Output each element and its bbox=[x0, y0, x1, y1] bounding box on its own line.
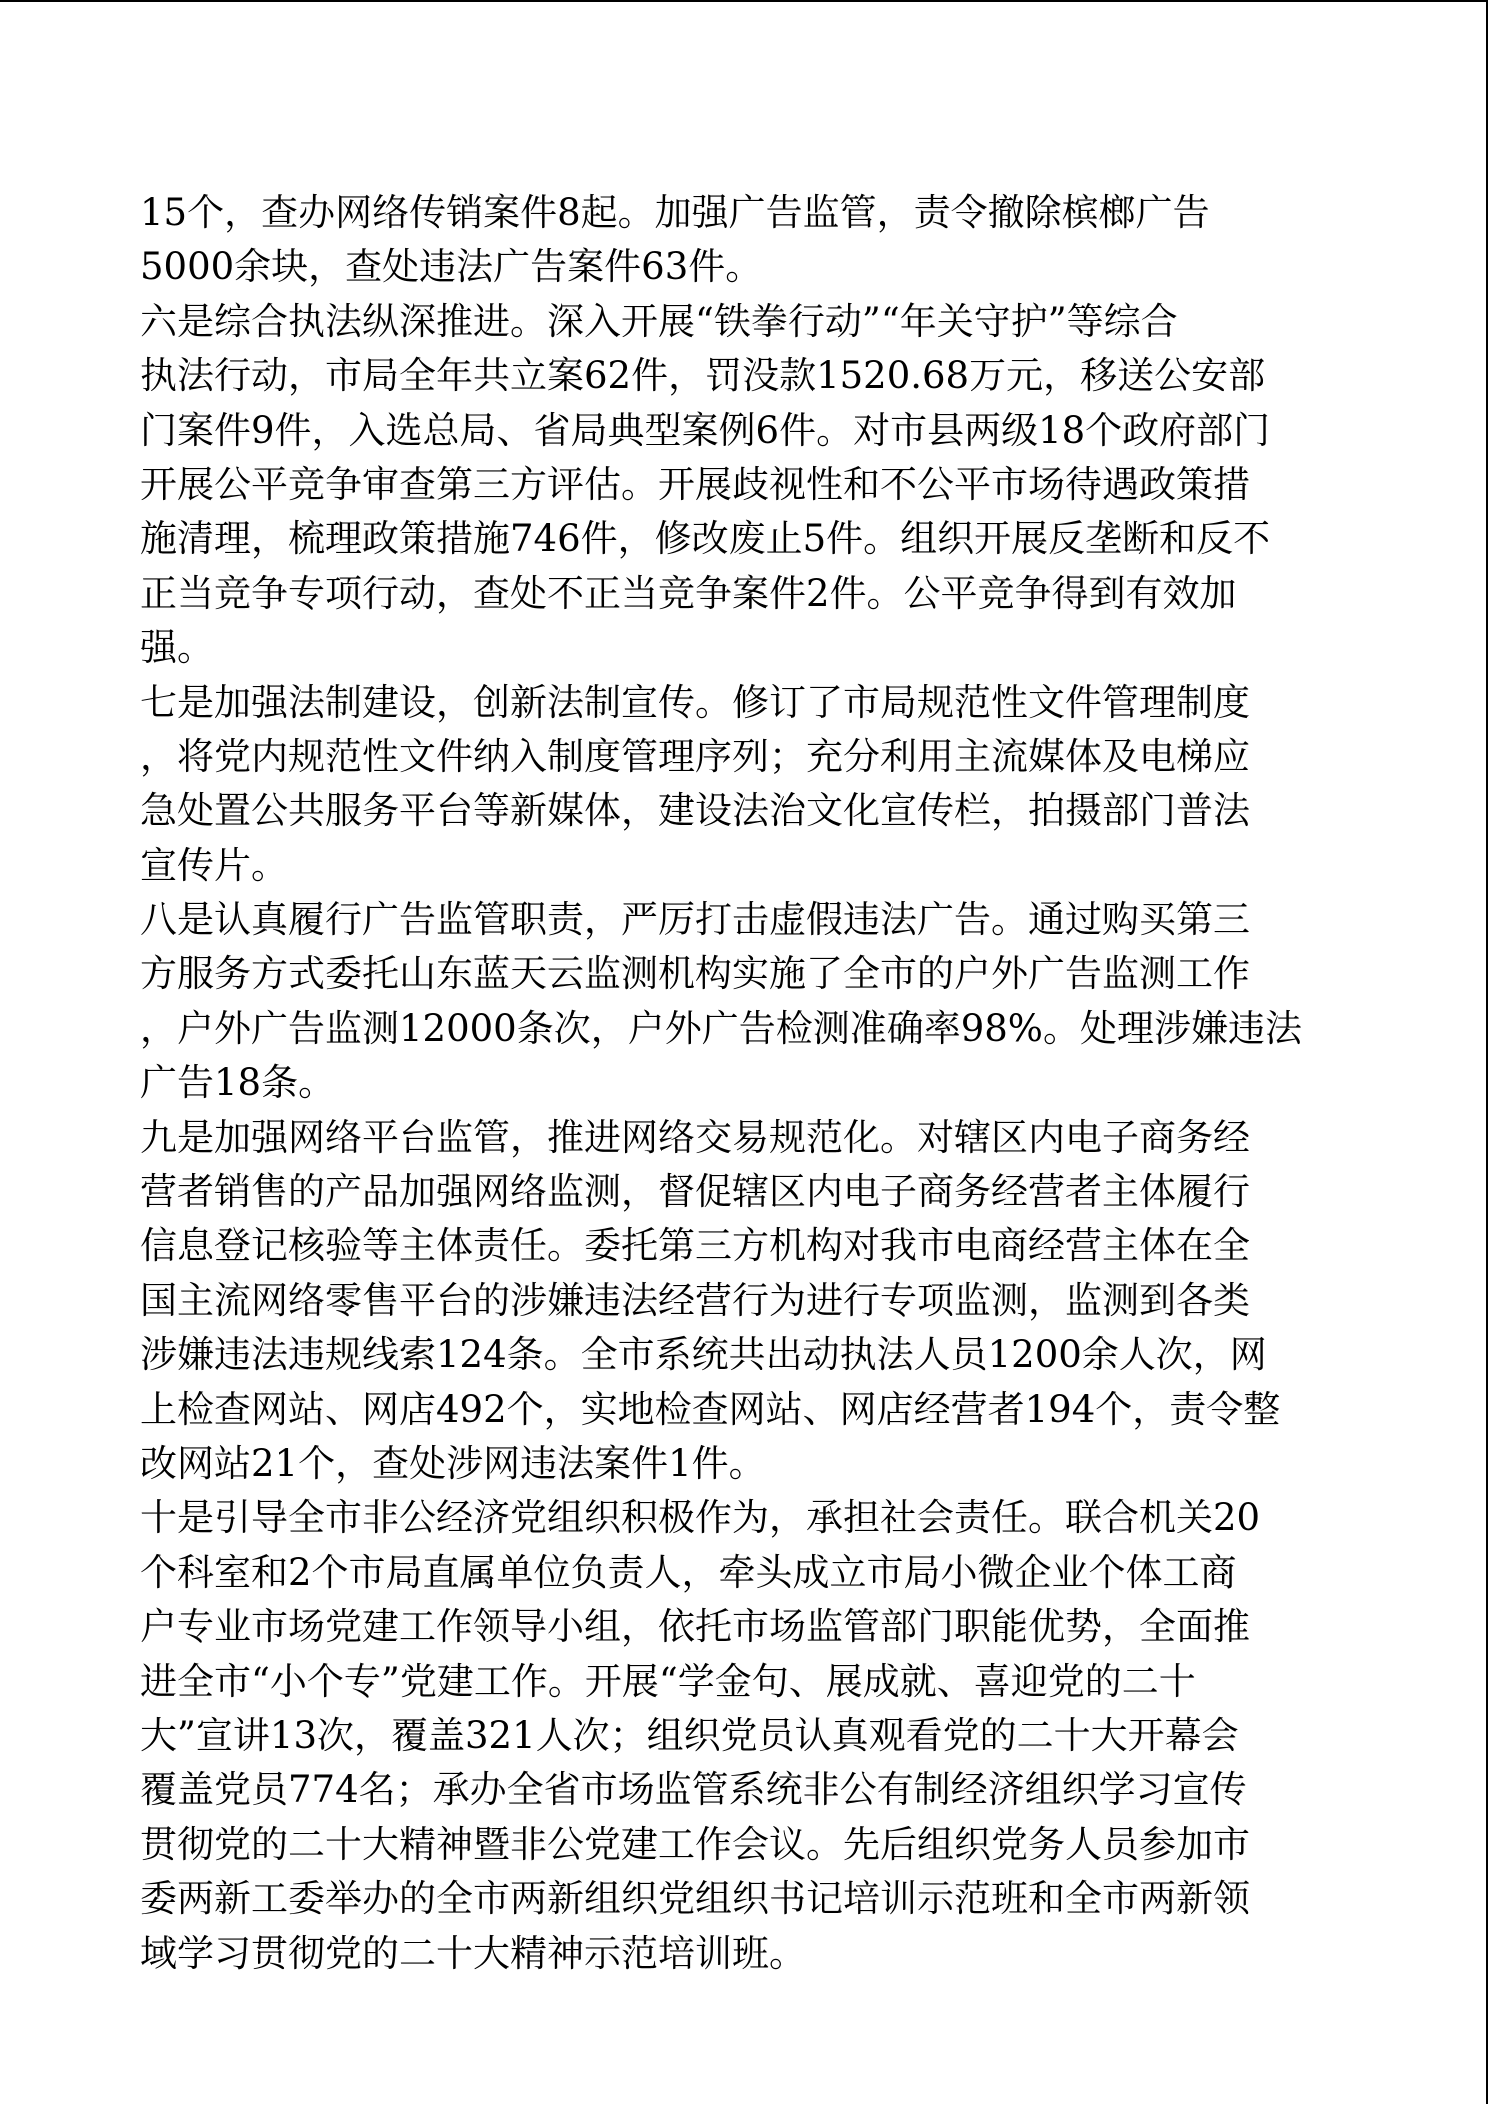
text-line: ，将党内规范性文件纳入制度管理序列；充分利用主流媒体及电梯应 bbox=[140, 734, 1250, 778]
text-line: 六是综合执法纵深推进。深入开展“铁拳行动”“年关守护”等综合 bbox=[140, 299, 1178, 343]
text-line: 门案件9件，入选总局、省局典型案例6件。对市县两级18个政府部门 bbox=[140, 408, 1271, 452]
text-line: 国主流网络零售平台的涉嫌违法经营行为进行专项监测，监测到各类 bbox=[140, 1278, 1250, 1322]
text-line: 进全市“小个专”党建工作。开展“学金句、展成就、喜迎党的二十 bbox=[140, 1659, 1196, 1703]
text-line: 营者销售的产品加强网络监测，督促辖区内电子商务经营者主体履行 bbox=[140, 1170, 1250, 1214]
text-line: 强。 bbox=[140, 626, 214, 670]
text-line: 八是认真履行广告监管职责，严厉打击虚假违法广告。通过购买第三 bbox=[140, 898, 1250, 942]
text-line: 施清理，梳理政策措施746件，修改废止5件。组织开展反垄断和反不 bbox=[140, 517, 1271, 561]
text-line: 委两新工委举办的全市两新组织党组织书记培训示范班和全市两新领 bbox=[140, 1877, 1250, 1921]
text-line: 宣传片。 bbox=[140, 843, 288, 887]
text-line: 域学习贯彻党的二十大精神示范培训班。 bbox=[140, 1931, 806, 1975]
text-line: 急处置公共服务平台等新媒体，建设法治文化宣传栏，拍摄部门普法 bbox=[140, 789, 1250, 833]
text-line: 广告18条。 bbox=[140, 1061, 336, 1105]
document-body bbox=[140, 186, 1340, 1981]
text-line: 执法行动，市局全年共立案62件，罚没款1520.68万元，移送公安部 bbox=[140, 354, 1266, 398]
text-line: ，户外广告监测12000条次，户外广告检测准确率98%。处理涉嫌违法 bbox=[140, 1006, 1302, 1050]
text-line: 5000余块，查处违法广告案件63件。 bbox=[140, 245, 763, 289]
text-line: 十是引导全市非公经济党组织积极作为，承担社会责任。联合机关20 bbox=[140, 1496, 1261, 1540]
text-line: 贯彻党的二十大精神暨非公党建工作会议。先后组织党务人员参加市 bbox=[140, 1822, 1250, 1866]
text-line: 15个，查办网络传销案件8起。加强广告监管，责令撤除槟榔广告 bbox=[140, 191, 1210, 234]
text-line: 覆盖党员774名；承办全省市场监管系统非公有制经济组织学习宣传 bbox=[140, 1768, 1247, 1812]
text-line: 上检查网站、网店492个，实地检查网站、网店经营者194个，责令整 bbox=[140, 1387, 1281, 1431]
text-line: 正当竞争专项行动，查处不正当竞争案件2件。公平竞争得到有效加 bbox=[140, 571, 1237, 615]
text-line: 九是加强网络平台监管，推进网络交易规范化。对辖区内电子商务经 bbox=[140, 1115, 1250, 1159]
text-line: 大”宣讲13次，覆盖321人次；组织党员认真观看党的二十大开幕会 bbox=[140, 1713, 1239, 1757]
text-line: 七是加强法制建设，创新法制宣传。修订了市局规范性文件管理制度 bbox=[140, 680, 1250, 724]
text-line: 改网站21个，查处涉网违法案件1件。 bbox=[140, 1441, 766, 1485]
text-line: 信息登记核验等主体责任。委托第三方机构对我市电商经营主体在全 bbox=[140, 1224, 1250, 1268]
text-line: 个科室和2个市局直属单位负责人，牵头成立市局小微企业个体工商 bbox=[140, 1550, 1237, 1594]
text-line: 户专业市场党建工作领导小组，依托市场监管部门职能优势，全面推 bbox=[140, 1605, 1250, 1649]
text-line: 方服务方式委托山东蓝天云监测机构实施了全市的户外广告监测工作 bbox=[140, 952, 1250, 996]
text-line: 涉嫌违法违规线索124条。全市系统共出动执法人员1200余人次，网 bbox=[140, 1333, 1267, 1377]
text-line: 开展公平竞争审查第三方评估。开展歧视性和不公平市场待遇政策措 bbox=[140, 462, 1250, 506]
